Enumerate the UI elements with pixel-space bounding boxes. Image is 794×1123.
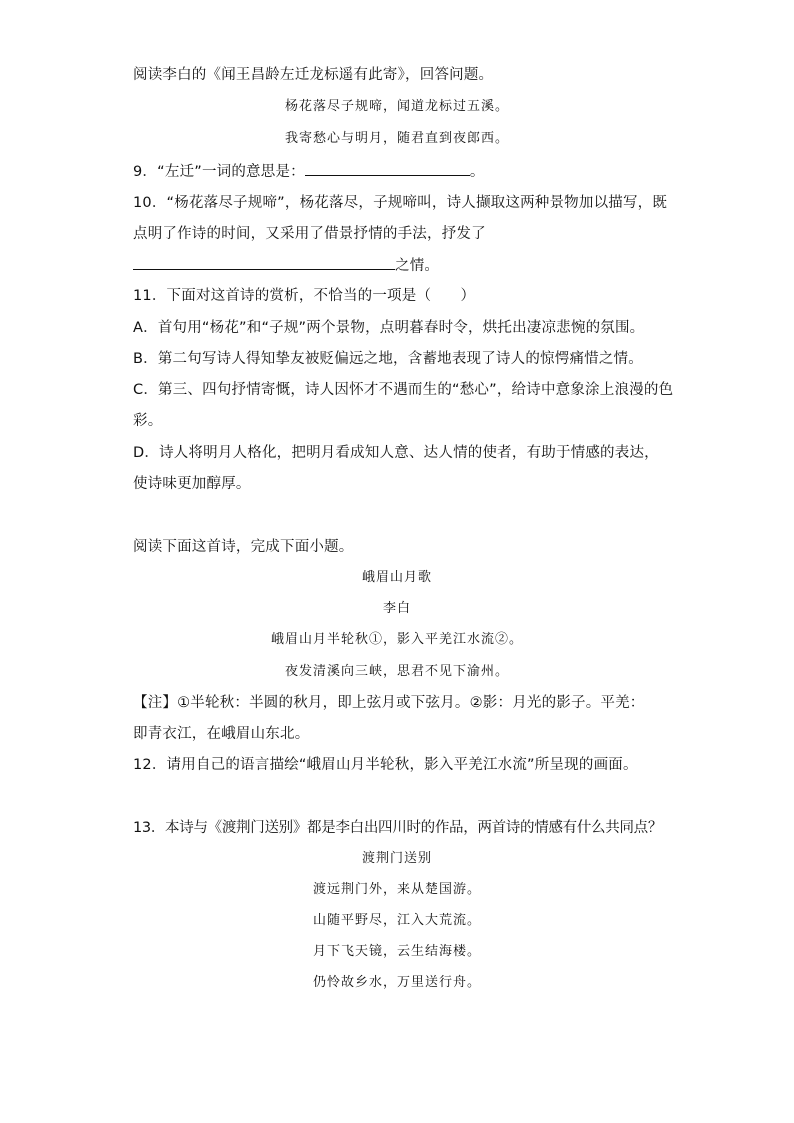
poem2-title: 峨眉山月歌 <box>361 570 432 585</box>
section2-intro: 阅读下面这首诗，完成下面小题。 <box>133 539 354 555</box>
question-12: 12．请用自己的语言描绘“峨眉山月半轮秋，影入平羌江水流”所呈现的画面。 <box>133 757 638 773</box>
poem3-line-1: 渡远荆门外，来从楚国游。 <box>312 882 481 897</box>
poem1-line-1: 杨花落尽子规啼，闻道龙标过五溪。 <box>284 99 509 114</box>
answer-blank-10[interactable] <box>133 255 395 270</box>
question-10-line-1: 10．“杨花落尽子规啼”，杨花落尽，子规啼叫，诗人撷取这两种景物加以描写，既 <box>133 195 668 211</box>
question-9-end: 。 <box>469 164 485 180</box>
poem3-title: 渡荆门送别 <box>361 851 432 866</box>
question-9-text: 9．“左迁”一词的意思是： <box>133 164 305 180</box>
poem3-line-4: 仍怜故乡水，万里送行舟。 <box>312 975 481 990</box>
poem3-line-2: 山随平野尽，江入大荒流。 <box>312 913 481 928</box>
question-10-line-3 <box>133 255 439 276</box>
option-c-line-2: 彩。 <box>133 413 163 429</box>
option-d-line-1: D．诗人将明月人格化，把明月看成知人意、达人情的使者，有助于情感的表达， <box>133 445 659 461</box>
option-b: B．第二句写诗人得知挚友被贬偏远之地，含蓄地表现了诗人的惊愕痛惜之情。 <box>133 351 643 367</box>
option-d-line-2: 使诗味更加醇厚。 <box>133 476 251 492</box>
answer-blank-9[interactable] <box>305 161 470 176</box>
option-c-line-1: C．第三、四句抒情寄慨，诗人因怀才不遇而生的“愁心”，给诗中意象涂上浪漫的色 <box>133 382 674 398</box>
question-10-end: 之情。 <box>395 258 440 274</box>
poem3-line-3: 月下飞天镜，云生结海楼。 <box>312 944 481 959</box>
poem1-line-2: 我寄愁心与明月，随君直到夜郎西。 <box>284 131 509 146</box>
question-11-stem: 11．下面对这首诗的赏析，不恰当的一项是（ ） <box>133 288 476 304</box>
option-a: A．首句用“杨花”和“子规”两个景物，点明暮春时令，烘托出凄凉悲惋的氛围。 <box>133 320 645 336</box>
note-line-2: 即青衣江，在峨眉山东北。 <box>133 726 310 742</box>
section1-intro: 阅读李白的《闻王昌龄左迁龙标遥有此寄》，回答问题。 <box>133 67 494 83</box>
poem2-line-2: 夜发清溪向三峡，思君不见下渝州。 <box>284 664 509 679</box>
question-9 <box>133 161 485 182</box>
poem2-line-1: 峨眉山月半轮秋①，影入平羌江水流②。 <box>270 632 523 647</box>
poem2-author: 李白 <box>382 601 411 616</box>
note-line-1: 【注】①半轮秋：半圆的秋月，即上弦月或下弦月。②影：月光的影子。平羌： <box>133 695 645 711</box>
question-13: 13．本诗与《渡荆门送别》都是李白出四川时的作品，两首诗的情感有什么共同点？ <box>133 820 663 836</box>
question-10-line-2: 点明了作诗的时间，又采用了借景抒情的手法，抒发了 <box>133 226 486 242</box>
